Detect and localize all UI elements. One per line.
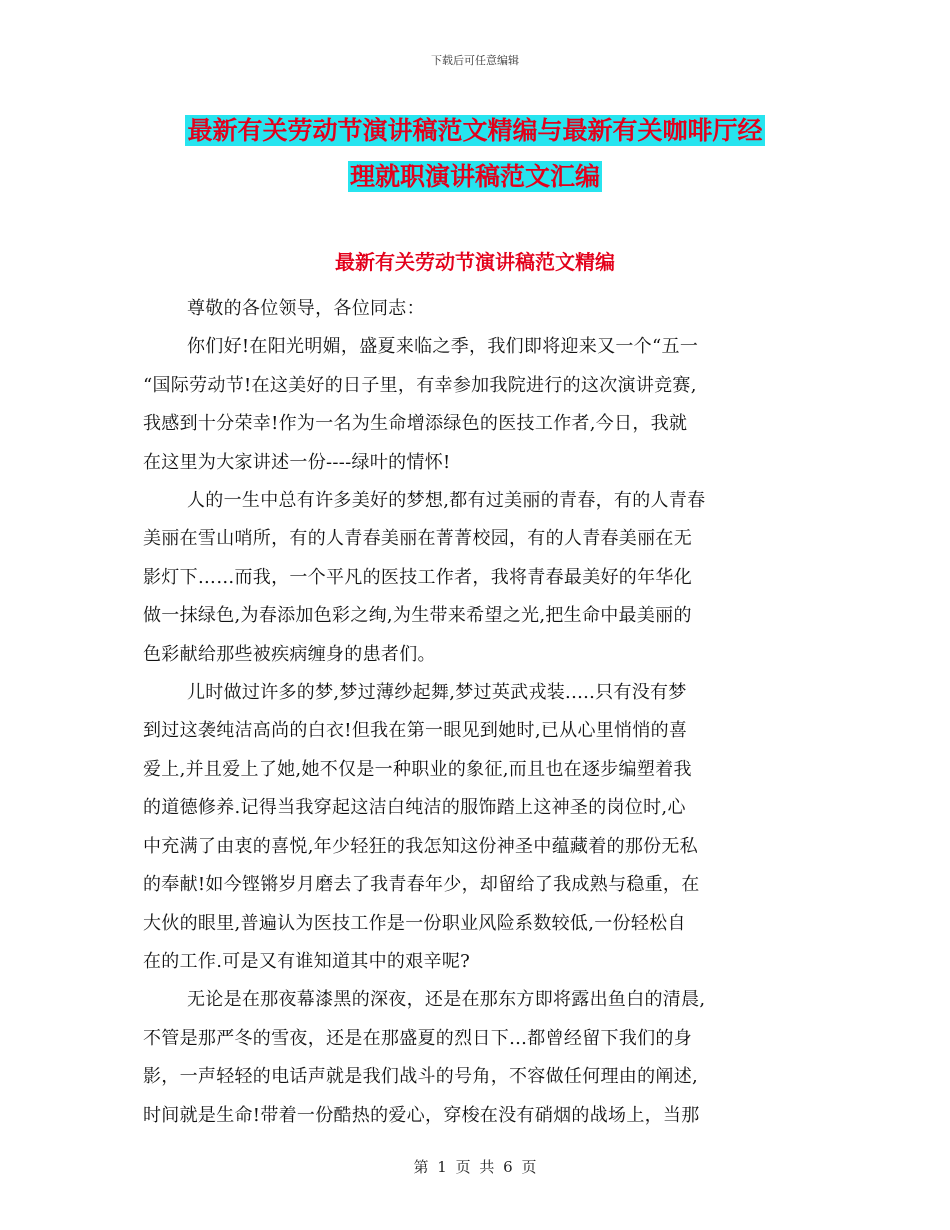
header-note: 下载后可任意编辑 bbox=[431, 54, 519, 67]
text-line: 儿时做过许多的梦,梦过薄纱起舞,梦过英武戎装.....只有没有梦 bbox=[187, 682, 687, 704]
text-line: 你们好!在阳光明媚，盛夏来临之季，我们即将迎来又一个“五一 bbox=[187, 336, 699, 358]
text-line: 到过这袭纯洁高尚的白衣!但我在第一眼见到她时,已从心里悄悄的喜 bbox=[143, 720, 688, 742]
text-line: 大伙的眼里,普遍认为医技工作是一份职业风险系数较低,一份轻松自 bbox=[143, 912, 686, 934]
text-line: 色彩献给那些被疾病缠身的患者们。 bbox=[143, 643, 436, 665]
text-line: 时间就是生命!带着一份酷热的爱心，穿梭在没有硝烟的战场上，当那 bbox=[143, 1104, 700, 1126]
text-line: 在的工作.可是又有谁知道其中的艰辛呢? bbox=[143, 950, 471, 972]
body-text bbox=[143, 290, 809, 1135]
text-line: 在这里为大家讲述一份----绿叶的情怀! bbox=[143, 451, 451, 473]
text-line: 人的一生中总有许多美好的梦想,都有过美丽的青春，有的人青春 bbox=[187, 490, 706, 512]
text-line: 尊敬的各位领导，各位同志： bbox=[187, 298, 425, 319]
text-line: 中充满了由衷的喜悦,年少轻狂的我怎知这份神圣中蕴藏着的那份无私 bbox=[143, 835, 699, 857]
document-title bbox=[0, 108, 950, 200]
section-title: 最新有关劳动节演讲稿范文精编 bbox=[335, 250, 615, 274]
page-footer: 第 1 页 共 6 页 bbox=[413, 1158, 537, 1176]
title-line-1 bbox=[0, 108, 950, 154]
text-line: “国际劳动节!在这美好的日子里，有幸参加我院进行的这次演讲竞赛, bbox=[143, 374, 697, 396]
text-line: 的道德修养.记得当我穿起这洁白纯洁的服饰踏上这神圣的岗位时,心 bbox=[143, 797, 686, 819]
title-line-2-text: 理就职演讲稿范文汇编 bbox=[349, 162, 600, 191]
text-line: 美丽在雪山哨所，有的人青春美丽在菁菁校园，有的人青春美丽在无 bbox=[143, 528, 692, 550]
text-line: 做一抹绿色,为春添加色彩之绚,为生带来希望之光,把生命中最美丽的 bbox=[143, 605, 692, 627]
text-line: 爱上,并且爱上了她,她不仅是一种职业的象征,而且也在逐步编塑着我 bbox=[143, 758, 692, 780]
text-line: 影灯下……而我，一个平凡的医技工作者，我将青春最美好的年华化 bbox=[143, 566, 692, 588]
text-line: 的奉献!如今铿锵岁月磨去了我青春年少，却留给了我成熟与稳重，在 bbox=[143, 874, 700, 896]
text-line: 我感到十分荣幸!作为一名为生命增添绿色的医技工作者,今日，我就 bbox=[143, 413, 688, 435]
text-line: 不管是那严冬的雪夜，还是在那盛夏的烈日下…都曾经留下我们的身 bbox=[143, 1027, 692, 1049]
text-line: 影，一声轻轻的电话声就是我们战斗的号角，不容做任何理由的阐述, bbox=[143, 1066, 699, 1088]
text-line: 无论是在那夜幕漆黑的深夜，还是在那东方即将露出鱼白的清晨, bbox=[187, 989, 706, 1011]
title-line-2 bbox=[0, 154, 950, 200]
title-line-1-text: 最新有关劳动节演讲稿范文精编与最新有关咖啡厅经 bbox=[187, 116, 763, 145]
